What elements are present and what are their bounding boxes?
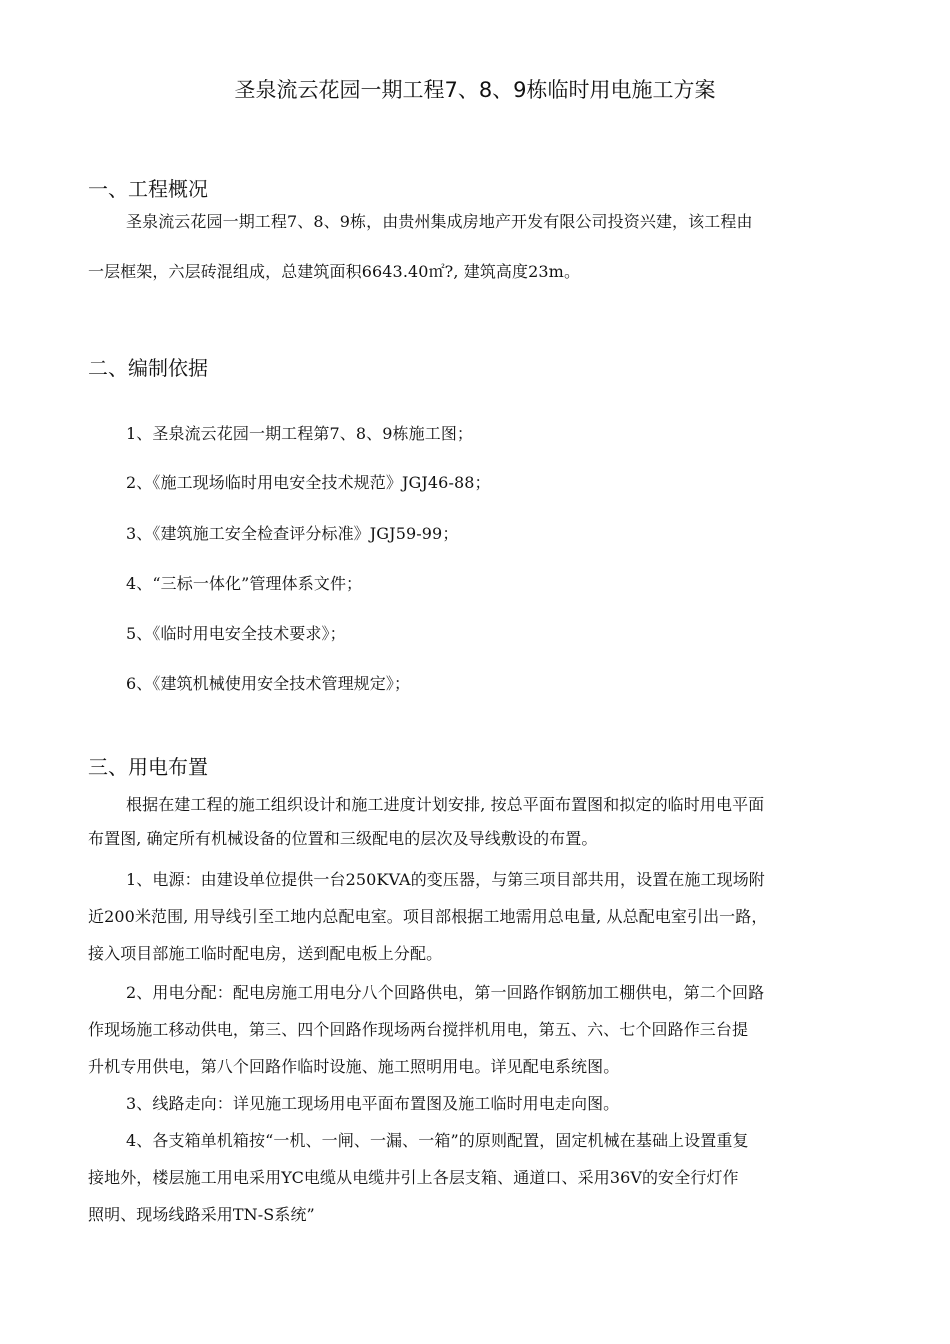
list-item: 5、《临时用电安全技术要求》； [126, 624, 346, 643]
section-heading-basis: 二、编制依据 [88, 356, 208, 380]
paragraph-line: 4、各支箱单机箱按“一机、一闸、一漏、一箱”的原则配置，固定机械在基础上设置重复 [126, 1131, 749, 1150]
list-item: 2、《施工现场临时用电安全技术规范》JGJ46-88； [126, 473, 491, 492]
paragraph-line: 一层框架，六层砖混组成，总建筑面积6643.40㎡?, 建筑高度23m。 [88, 262, 581, 281]
paragraph-line: 布置图, 确定所有机械设备的位置和三级配电的层次及导线敷设的布置。 [88, 829, 598, 848]
paragraph-line: 圣泉流云花园一期工程7、8、9栋，由贵州集成房地产开发有限公司投资兴建，该工程由 [126, 212, 753, 231]
list-item: 4、“三标一体化”管理体系文件； [126, 574, 363, 593]
section-heading-layout: 三、用电布置 [88, 755, 208, 779]
paragraph-line: 接入项目部施工临时配电房，送到配电板上分配。 [88, 944, 443, 963]
section-heading-overview: 一、工程概况 [88, 177, 208, 201]
paragraph-line: 接地外，楼层施工用电采用YC电缆从电缆井引上各层支箱、通道口、采用36V的安全行灯作 [88, 1168, 739, 1187]
paragraph-line: 升机专用供电，第八个回路作临时设施、施工照明用电。详见配电系统图。 [88, 1057, 620, 1076]
document-title: 圣泉流云花园一期工程7、8、9栋临时用电施工方案 [234, 78, 716, 102]
paragraph-line: 根据在建工程的施工组织设计和施工进度计划安排, 按总平面布置图和拟定的临时用电平面 [126, 795, 765, 814]
paragraph-line: 1、电源：由建设单位提供一台250KVA的变压器，与第三项目部共用，设置在施工现场附 [126, 870, 765, 889]
paragraph-line: 作现场施工移动供电，第三、四个回路作现场两台搅拌机用电，第五、六、七个回路作三台提 [88, 1020, 749, 1039]
paragraph-line: 照明、现场线路采用TN-S系统” [88, 1205, 315, 1224]
paragraph-line: 近200米范围, 用导线引至工地内总配电室。项目部根据工地需用总电量, 从总配电室引出一路， [88, 907, 768, 926]
paragraph-line: 3、线路走向：详见施工现场用电平面布置图及施工临时用电走向图。 [126, 1094, 620, 1113]
list-item: 1、圣泉流云花园一期工程第7、8、9栋施工图； [126, 424, 474, 443]
list-item: 6、《建筑机械使用安全技术管理规定》； [126, 674, 411, 693]
paragraph-line: 2、用电分配：配电房施工用电分八个回路供电，第一回路作钢筋加工棚供电，第二个回路 [126, 983, 765, 1002]
list-item: 3、《建筑施工安全检查评分标准》JGJ59-99； [126, 524, 459, 543]
